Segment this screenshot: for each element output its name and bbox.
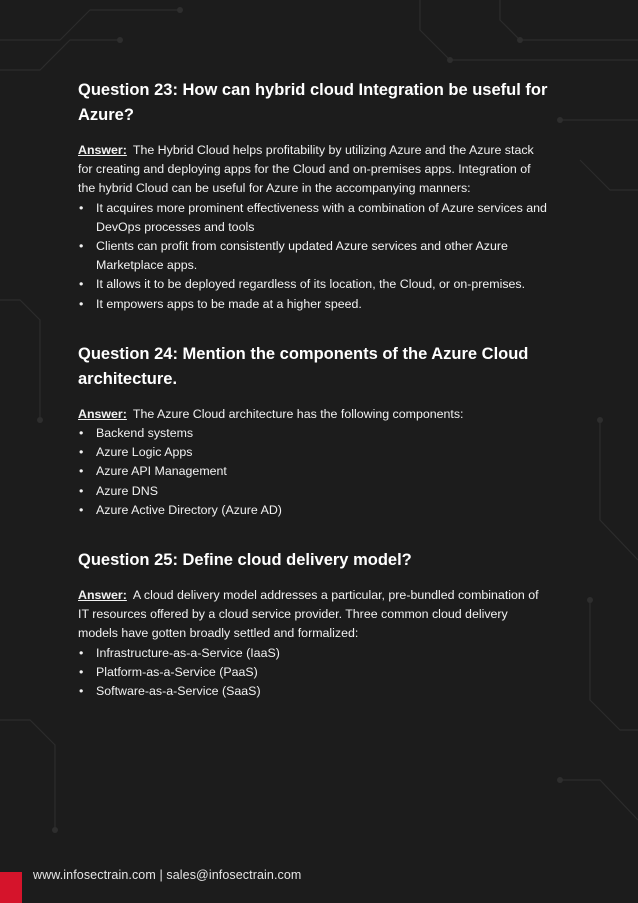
answer-text: The Hybrid Cloud helps profitability by utilizing Azure and the Azure stack for creating and deploying apps for the Cloud and on-premises apps. Integration of the hybrid Cloud can be useful for Azure in the accompanying manners: xyxy=(78,143,534,196)
list-item: • It empowers apps to be made at a higher speed. xyxy=(78,295,548,314)
list-item: • Backend systems xyxy=(78,424,548,443)
question-23-answer xyxy=(78,141,548,199)
question-25-answer xyxy=(78,586,548,644)
list-item: • Software-as-a-Service (SaaS) xyxy=(78,682,548,701)
question-25-section xyxy=(78,548,548,701)
answer-text: A cloud delivery model addresses a particular, pre-bundled combination of IT resources offered by a cloud service provider. Three common cloud delivery models have gotten broadly settled and formalized: xyxy=(78,588,539,641)
brand-accent-block xyxy=(0,872,22,903)
answer-label: Answer: xyxy=(78,588,127,603)
answer-text: The Azure Cloud architecture has the following components: xyxy=(132,406,464,421)
list-item: • Azure API Management xyxy=(78,462,548,481)
answer-label: Answer: xyxy=(78,406,127,421)
list-item: • It allows it to be deployed regardless of its location, the Cloud, or on-premises. xyxy=(78,275,548,294)
list-item: • Azure Active Directory (Azure AD) xyxy=(78,501,548,520)
question-23-bullet-list xyxy=(78,199,548,314)
list-item: • Infrastructure-as-a-Service (IaaS) xyxy=(78,644,548,663)
question-23-title: Question 23: How can hybrid cloud Integration be useful for Azure? xyxy=(78,81,548,124)
footer-contact: www.infosectrain.com | sales@infosectrain.com xyxy=(33,868,302,882)
question-24-answer xyxy=(78,405,548,424)
question-23-section xyxy=(78,78,548,314)
list-item: • Platform-as-a-Service (PaaS) xyxy=(78,663,548,682)
question-25-bullet-list xyxy=(78,644,548,702)
question-24-section xyxy=(78,342,548,520)
answer-label: Answer: xyxy=(78,143,127,157)
list-item: • Azure Logic Apps xyxy=(78,443,548,462)
question-24-title: Question 24: Mention the components of the Azure Cloud architecture. xyxy=(78,344,529,388)
list-item: • Clients can profit from consistently updated Azure services and other Azure Marketplace apps. xyxy=(78,237,548,275)
question-25-title: Question 25: Define cloud delivery model? xyxy=(78,551,412,570)
document-body xyxy=(78,78,548,729)
list-item: • Azure DNS xyxy=(78,482,548,501)
question-24-bullet-list xyxy=(78,424,548,520)
list-item: • It acquires more prominent effectiveness with a combination of Azure services and DevOps processes and tools xyxy=(78,199,548,237)
